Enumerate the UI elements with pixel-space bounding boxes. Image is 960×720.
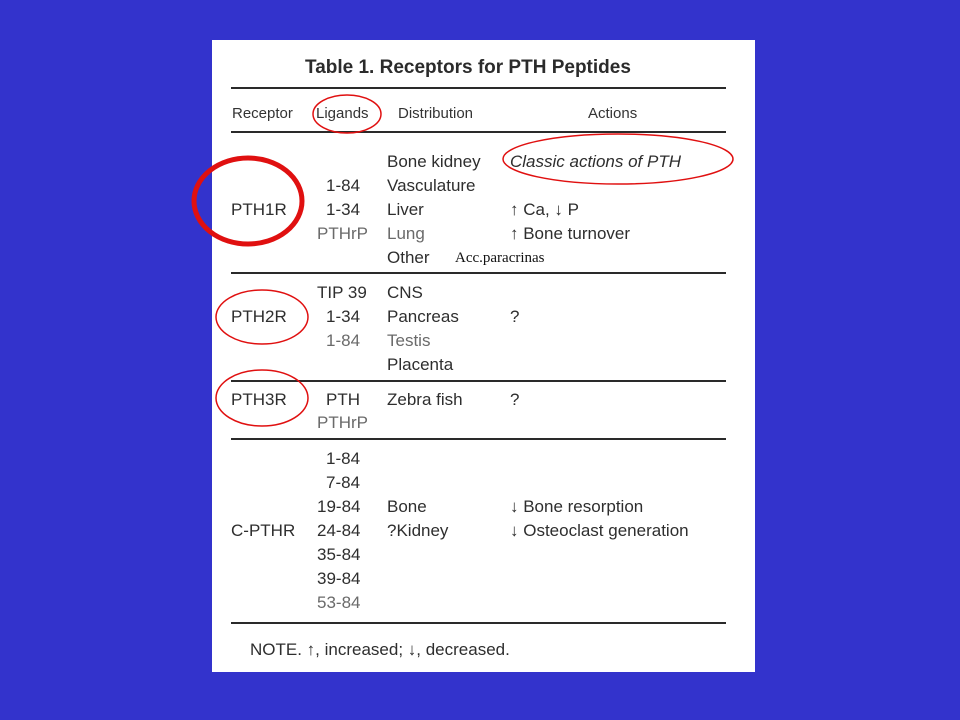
ligand: 1-84 [326,449,361,468]
action-item: ↓ Osteoclast generation [510,521,689,540]
header-ligands: Ligands [316,105,369,122]
ligand: PTHrP [317,413,368,432]
action-item: ↑ Ca, ↓ P [510,200,579,219]
distribution-item: Testis [387,331,431,350]
rule-row-1 [231,272,726,274]
ligand: 35-84 [317,545,361,564]
annotation-label: Acc.paracrinas [455,250,545,266]
action-item: ? [510,307,520,326]
table-scan [212,40,755,672]
distribution-item: Liver [387,200,424,219]
header-actions: Actions [588,105,638,122]
rule-row-3 [231,438,726,440]
rule-header [231,131,726,133]
action-item: ↓ Bone resorption [510,497,644,516]
ligand: 1-34 [326,200,361,219]
distribution-item: Lung [387,224,425,243]
action-item: ↑ Bone turnover [510,224,631,243]
table-note: NOTE. ↑, increased; ↓, decreased. [250,640,510,659]
header-distribution: Distribution [398,105,474,122]
distribution-item: CNS [387,283,423,302]
distribution-item: Bone kidney [387,152,481,171]
receptor-pth2r: PTH2R [231,307,287,326]
receptor-pth3r: PTH3R [231,390,287,409]
ligand: TIP 39 [317,283,367,302]
ligand: 7-84 [326,473,361,492]
ligand: 53-84 [317,593,361,612]
receptor-c-pthr: C-PTHR [231,521,296,540]
header-receptor: Receptor [232,105,293,122]
distribution-item: Zebra fish [387,390,463,409]
distribution-item: Bone [387,497,427,516]
receptor-pth1r: PTH1R [231,200,287,219]
action-item: Classic actions of PTH [510,152,681,171]
distribution-item: Other [387,248,430,267]
distribution-item: Vasculature [387,176,476,195]
distribution-item: Placenta [387,355,454,374]
rule-top [231,87,726,89]
ligand: 1-34 [326,307,361,326]
distribution-item: Pancreas [387,307,459,326]
ligand: PTHrP [317,224,368,243]
ligand: 24-84 [317,521,361,540]
ligand: 1-84 [326,331,361,350]
ligand: 39-84 [317,569,361,588]
ligand: 1-84 [326,176,361,195]
table-title: Table 1. Receptors for PTH Peptides [305,57,631,78]
ligand: PTH [326,390,360,409]
ligand: 19-84 [317,497,361,516]
rule-row-4 [231,622,726,624]
action-item: ? [510,390,520,409]
rule-row-2 [231,380,726,382]
distribution-item: ?Kidney [387,521,449,540]
